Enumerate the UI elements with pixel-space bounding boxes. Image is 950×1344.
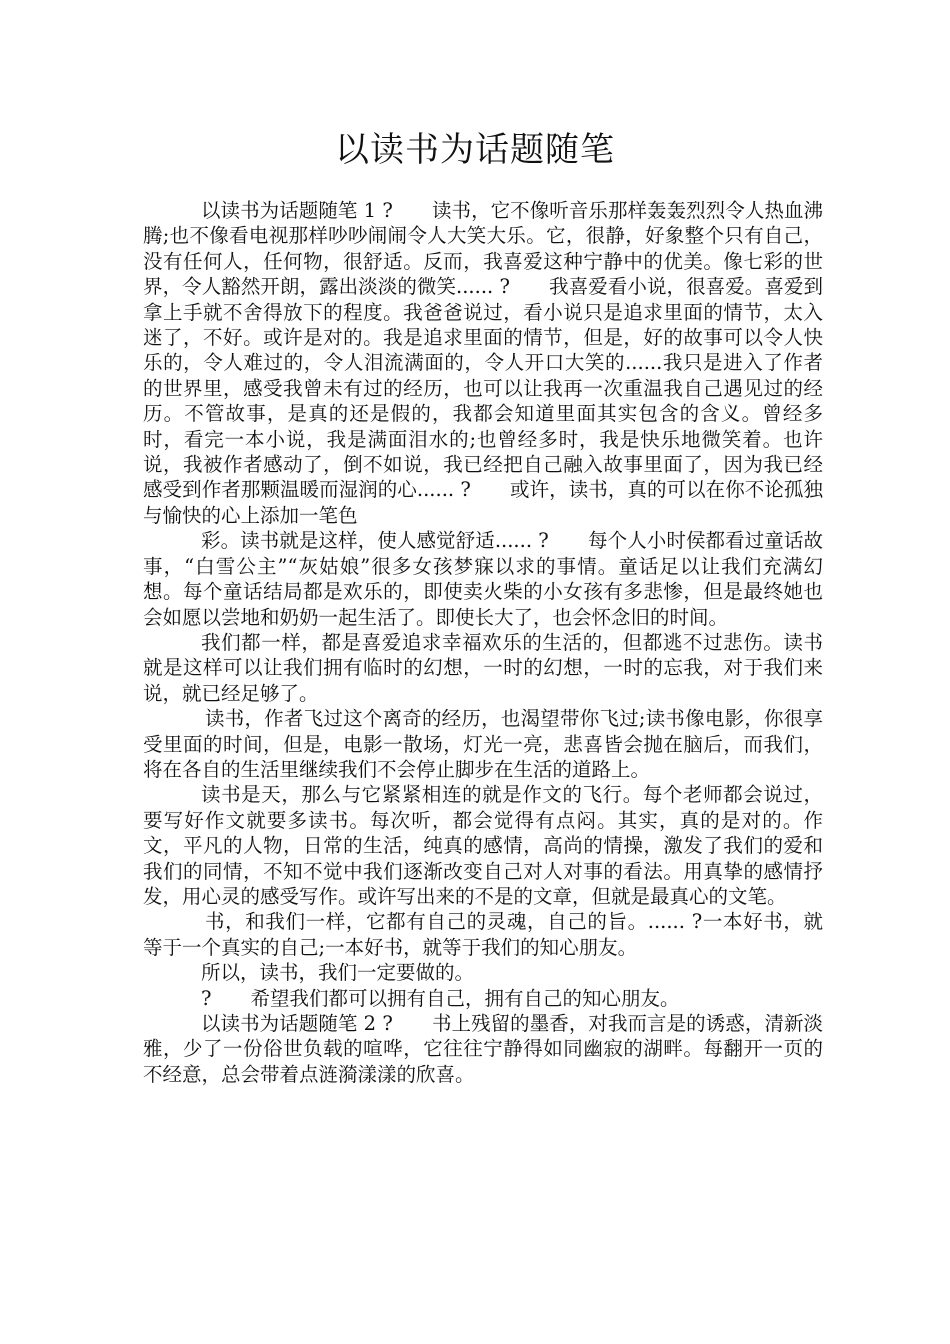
paragraph: 以读书为话题随笔 2 ? 书上残留的墨香，对我而言是的诱惑，清新淡雅，少了一份俗世负载的喧哗，它往往宁静得如同幽寂的湖畔。每翻开一页的不经意，总会带着点涟漪漾漾的欣喜。 [143, 1012, 823, 1086]
paragraph: 所以，读书，我们一定要做的。 [201, 961, 475, 985]
document-body [143, 198, 823, 1087]
paragraph: 读书，作者飞过这个离奇的经历，也渴望带你飞过;读书像电影，你很享受里面的时间，但是，电影一散场，灯光一亮，悲喜皆会抛在脑后，而我们，将在各自的生活里继续我们不会停止脚步在生活的道路上。 [143, 707, 823, 781]
paragraph: 读书是天，那么与它紧紧相连的就是作文的飞行。每个老师都会说过，要写好作文就要多读书。每次听，都会觉得有点闷。其实，真的是对的。作文，平凡的人物，日常的生活，纯真的感情，高尚的情操，激发了我们的爱和我们的同情，不知不觉中我们逐渐改变自己对人对事的看法。用真挚的感情抒发，用心灵的感受写作。或许写出来的不是的文章，但就是最真心的文笔。 [143, 783, 823, 908]
paragraph: 我们都一样，都是喜爱追求幸福欢乐的生活的，但都逃不过悲伤。读书就是这样可以让我们拥有临时的幻想，一时的幻想，一时的忘我，对于我们来说，就已经足够了。 [143, 630, 823, 705]
paragraph: 彩。读书就是这样，使人感觉舒适...... ? 每个人小时侯都看过童话故事，“白雪公主”“灰姑娘”很多女孩梦寐以求的事情。童话足以让我们充满幻想。每个童话结局都是欢乐的，即使卖火柴的小女孩有多悲惨，但是最终她也会如愿以尝地和奶奶一起生活了。即使长大了，也会怀念旧的时间。 [143, 529, 823, 629]
paragraph: 书，和我们一样，它都有自己的灵魂，自己的旨。...... ?一本好书，就等于一个真实的自己;一本好书，就等于我们的知心朋友。 [143, 910, 823, 959]
document-title: 以读书为话题随笔 [335, 130, 615, 170]
paragraph: ? 希望我们都可以拥有自己，拥有自己的知心朋友。 [201, 986, 680, 1010]
paragraph: 以读书为话题随笔 1 ? 读书，它不像听音乐那样轰轰烈烈令人热血沸腾;也不像看电视那样吵吵闹闹令人大笑大乐。它，很静，好象整个只有自己，没有任何人，任何物，很舒适。反而，我喜爱这种宁静中的优美。像七彩的世界，令人豁然开朗，露出淡淡的微笑...... ? 我喜爱看小说，很喜爱。喜爱到拿上手就不舍得放下的程度。我爸爸说过，看小说只是追求里面的情节，太入迷了，不好。或许是对的。我是追求里面的情节，但是，好的故事可以令人快乐的，令人难过的，令人泪流满面的，令人开口大笑的......我只是进入了作者的世界里，感受我曾未有过的经历，也可以让我再一次重温我自己遇见过的经历。不管故事，是真的还是假的，我都会知道里面其实包含的含义。曾经多时，看完一本小说，我是满面泪水的;也曾经多时，我是快乐地微笑着。也许说，我被作者感动了，倒不如说，我已经把自己融入故事里面了，因为我已经感受到作者那颗温暖而湿润的心...... ? 或许，读书，真的可以在你不论孤独与愉快的心上添加一笔色 [143, 199, 823, 527]
